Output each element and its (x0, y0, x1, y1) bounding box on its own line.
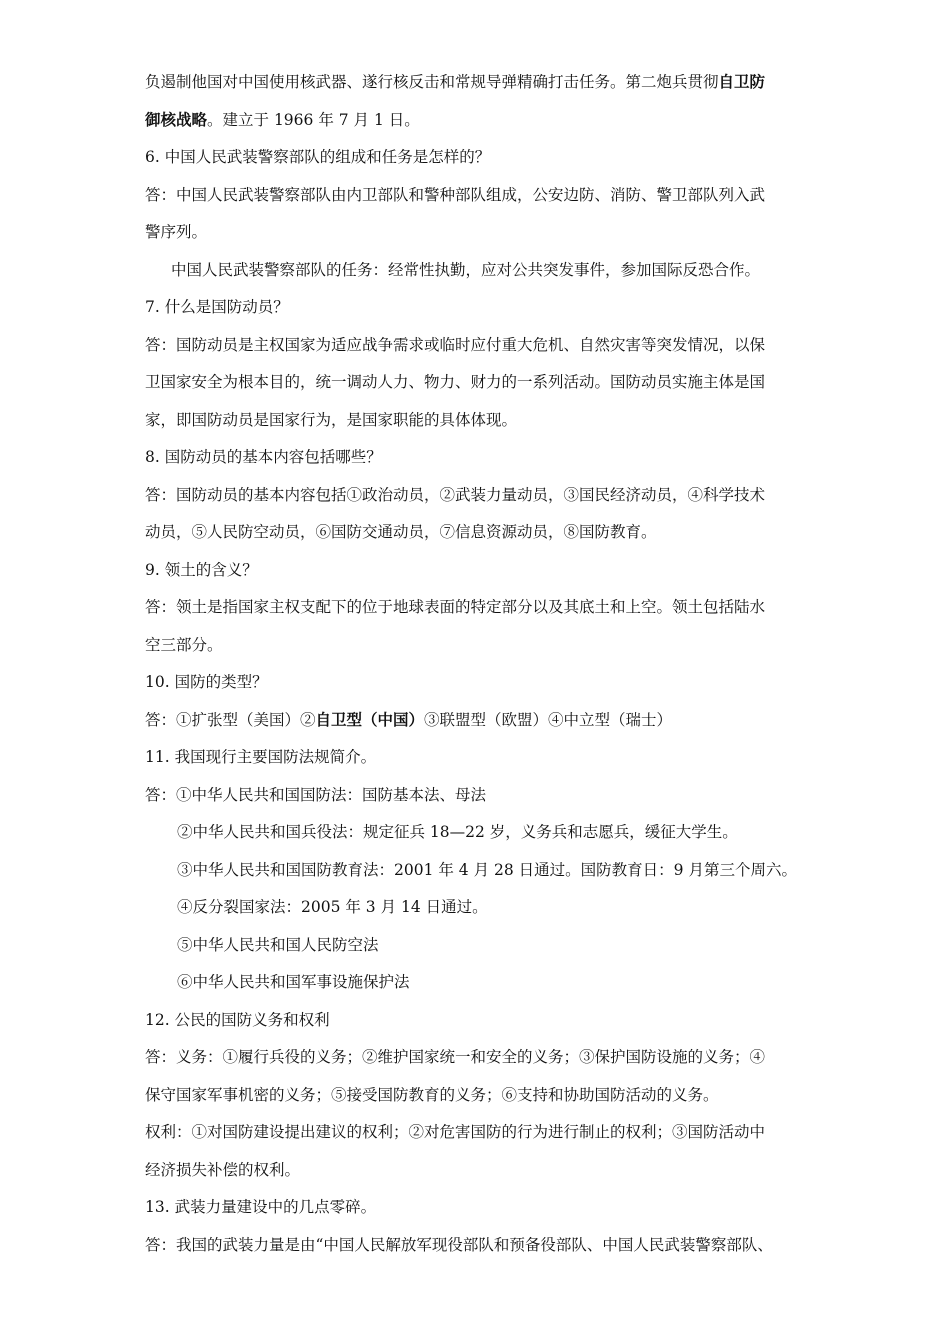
answer-line: 中国人民武装警察部队的任务：经常性执勤，应对公共突发事件，参加国际反恐合作。 (171, 260, 761, 279)
answer-line: 答：领土是指国家主权支配下的位于地球表面的特定部分以及其底土和上空。领土包括陆水 (145, 598, 766, 616)
answer-line: 动员，⑤人民防空动员，⑥国防交通动员，⑦信息资源动员，⑧国防教育。 (145, 523, 657, 541)
answer-line: 警序列。 (145, 223, 208, 241)
text-line (145, 64, 810, 102)
question-heading: 13. 武装力量建设中的几点零碎。 (145, 1198, 377, 1216)
answer-line: 答：中国人民武装警察部队由内卫部队和警种部队组成，公安边防、消防、警卫部队列入武 (145, 185, 766, 204)
bold-term: 自卫防 (718, 73, 766, 91)
answer-line: 答：我国的武装力量是由“中国人民解放军现役部队和预备役部队、中国人民武装警察部队、 (145, 1235, 773, 1254)
question-heading: 6. 中国人民武装警察部队的组成和任务是怎样的？ (145, 148, 491, 166)
answer-line: 权利：①对国防建设提出建议的权利；②对危害国防的行为进行制止的权利；③国防活动中 (145, 1123, 766, 1141)
answer-line: 经济损失补偿的权利。 (145, 1160, 301, 1179)
answer-line: 家，即国防动员是国家行为，是国家职能的具体体现。 (145, 410, 518, 429)
answer-line: 答：①中华人民共和国国防法：国防基本法、母法 (145, 785, 487, 804)
text-line (145, 102, 810, 140)
text-run: 。建立于 1966 年 7 月 1 日。 (207, 110, 420, 129)
list-item: ④反分裂国家法：2005 年 3 月 14 日通过。 (177, 898, 488, 916)
question-heading: 7. 什么是国防动员？ (145, 298, 289, 316)
document-body (145, 64, 810, 1264)
answer-line: 答：义务：①履行兵役的义务；②维护国家统一和安全的义务；③保护国防设施的义务；④ (145, 1048, 766, 1066)
question-heading: 9. 领土的含义？ (145, 560, 258, 579)
question-heading: 8. 国防动员的基本内容包括哪些？ (145, 448, 382, 466)
answer-line (145, 702, 810, 740)
text-run: 答：①扩张型（美国）② (145, 710, 316, 729)
answer-line: 答：国防动员的基本内容包括①政治动员，②武装力量动员，③国民经济动员，④科学技术 (145, 485, 766, 504)
bold-term: 御核战略 (145, 110, 208, 129)
bold-term: 自卫型（中国） (315, 710, 425, 729)
question-heading: 11. 我国现行主要国防法规简介。 (145, 748, 377, 766)
question-heading: 10. 国防的类型？ (145, 673, 268, 691)
answer-line: 答：国防动员是主权国家为适应战争需求或临时应付重大危机、自然灾害等突发情况，以保 (145, 335, 766, 354)
answer-line: 卫国家安全为根本目的，统一调动人力、物力、财力的一系列活动。国防动员实施主体是国 (145, 373, 766, 391)
list-item: ②中华人民共和国兵役法：规定征兵 18—22 岁，义务兵和志愿兵，缓征大学生。 (177, 823, 738, 841)
list-item: ⑥中华人民共和国军事设施保护法 (177, 973, 410, 991)
list-item: ⑤中华人民共和国人民防空法 (177, 935, 379, 954)
answer-line: 空三部分。 (145, 635, 223, 654)
answer-line: 保守国家军事机密的义务；⑤接受国防教育的义务；⑥支持和协助国防活动的义务。 (145, 1085, 719, 1104)
list-item: ③中华人民共和国国防教育法：2001 年 4 月 28 日通过。国防教育日：9 月第三个周六。 (177, 860, 797, 879)
text-run: 负遏制他国对中国使用核武器、遂行核反击和常规导弹精确打击任务。第二炮兵贯彻 (145, 73, 719, 91)
question-heading: 12. 公民的国防义务和权利 (145, 1010, 330, 1029)
text-run: ③联盟型（欧盟）④中立型（瑞士） (424, 710, 673, 729)
